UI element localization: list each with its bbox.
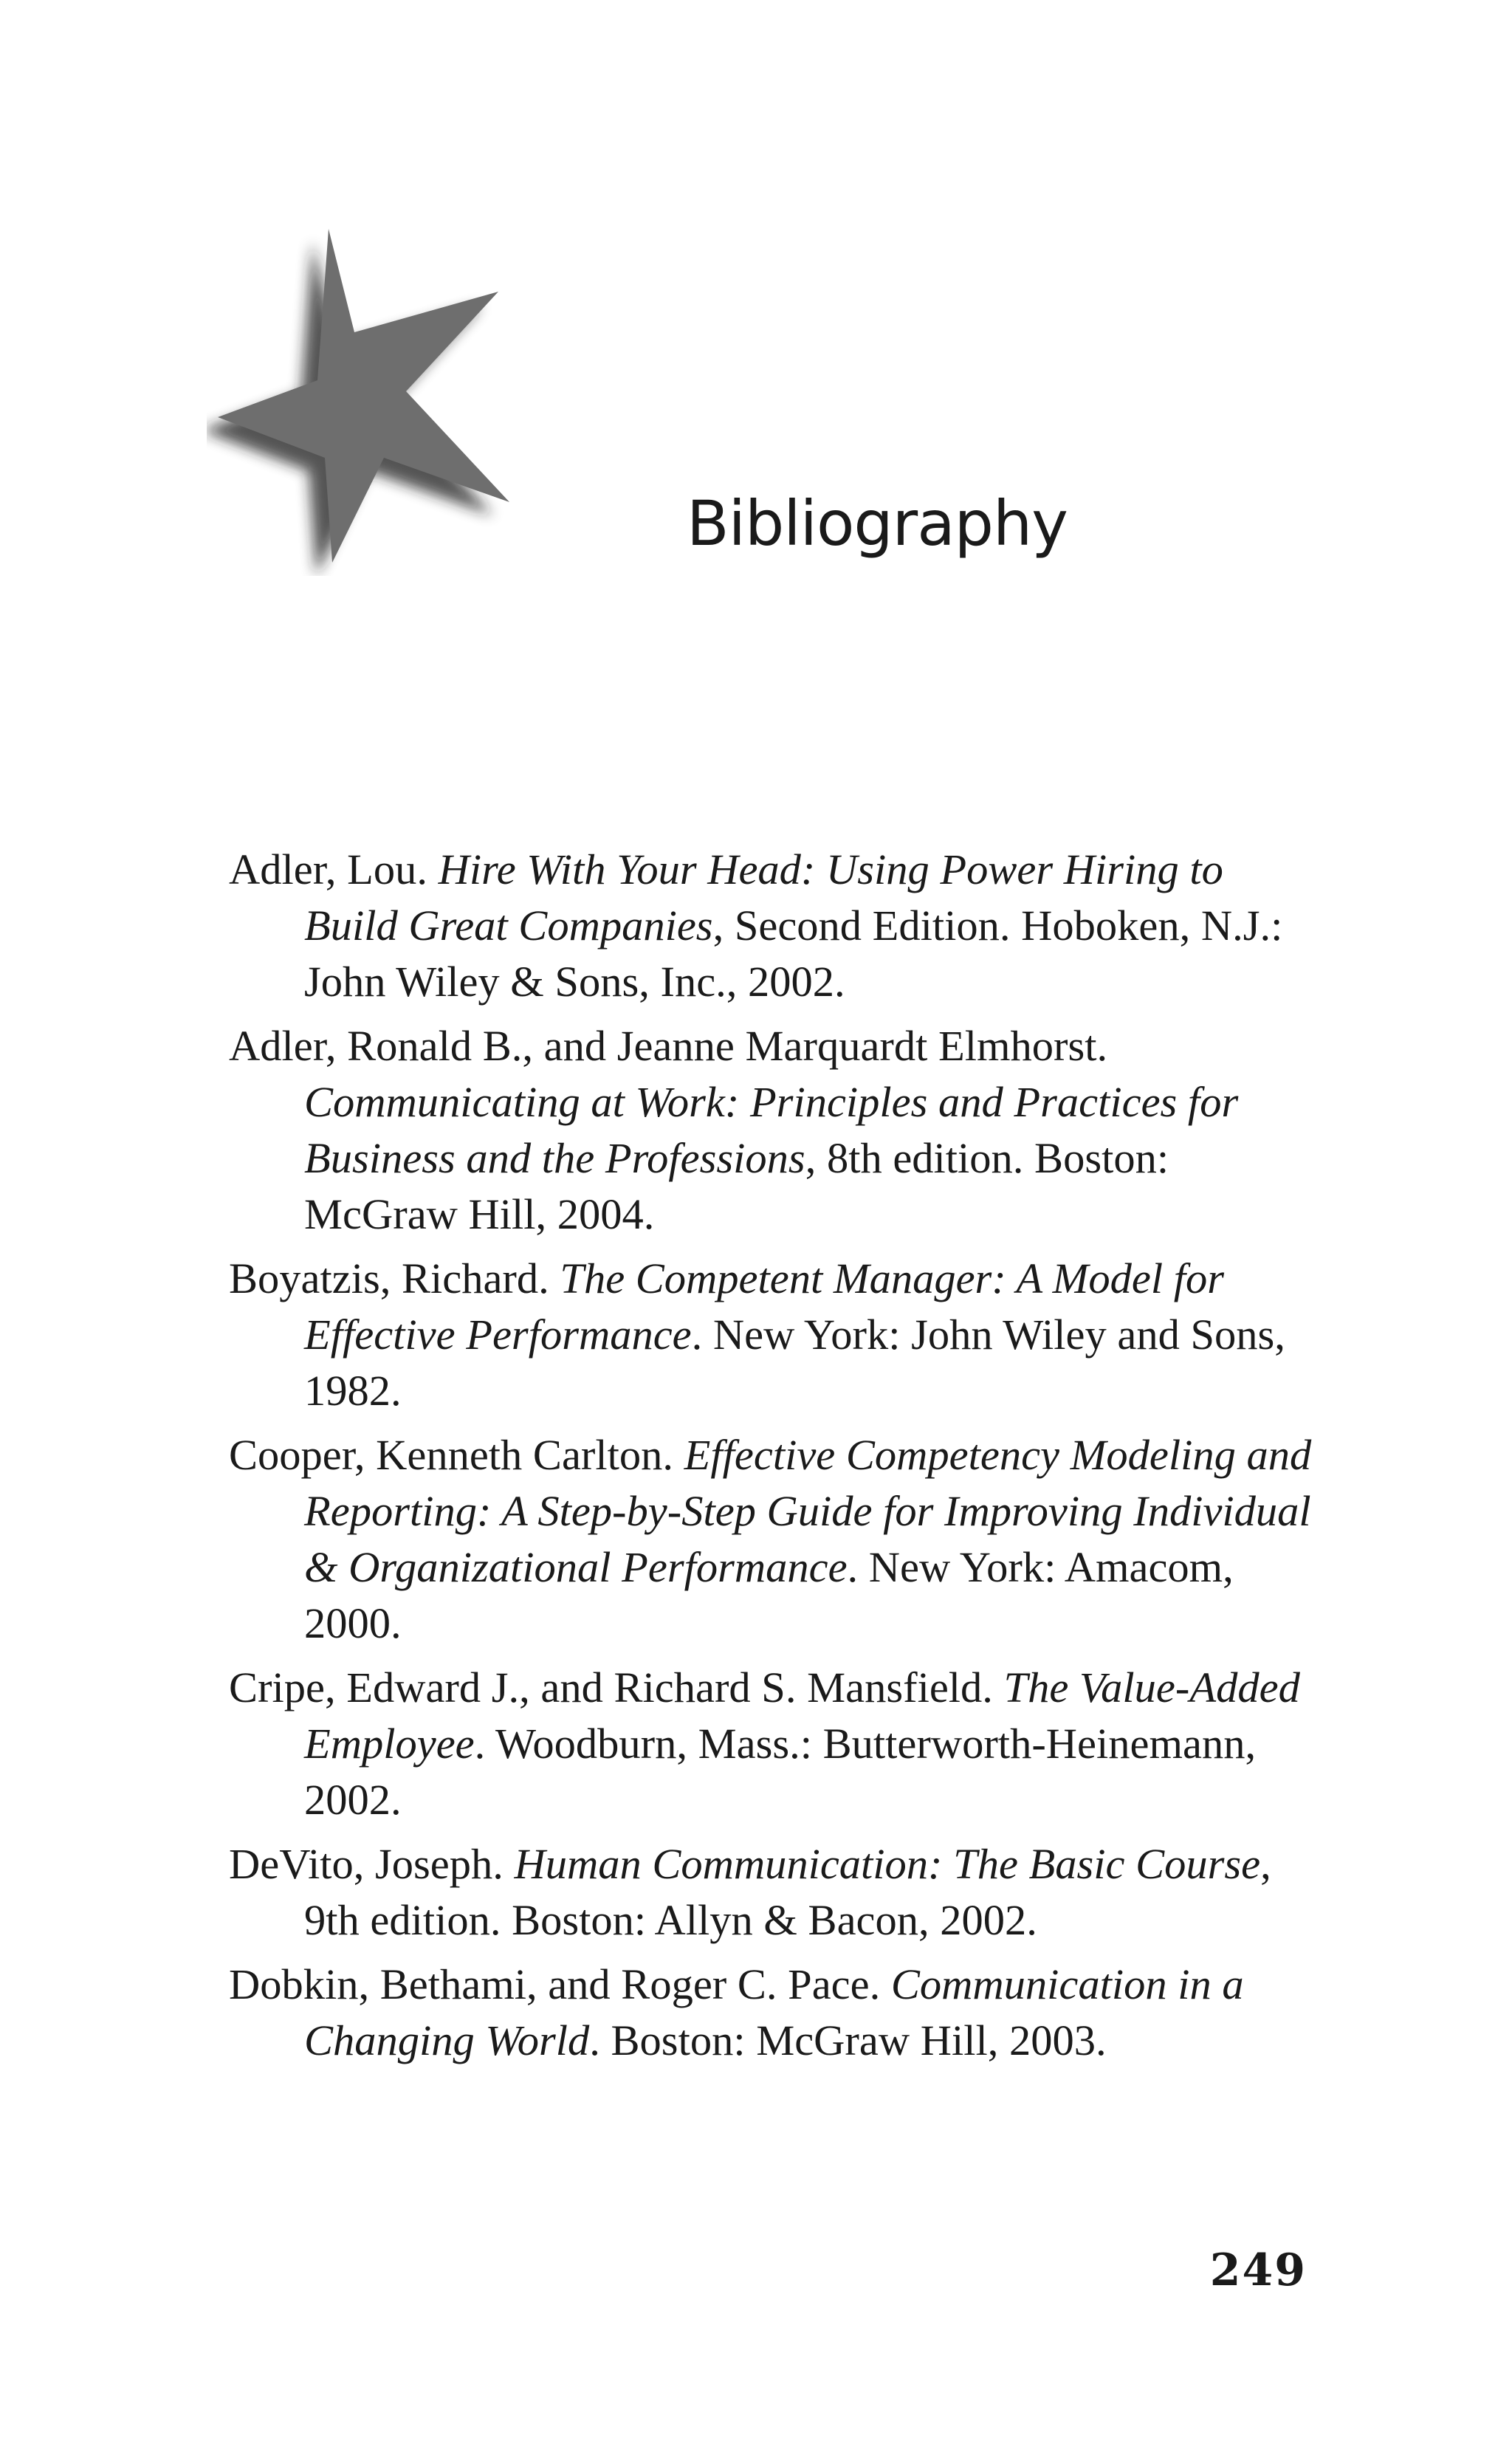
entry-author: Boyatzis, Richard.: [229, 1254, 560, 1302]
entry-author: Adler, Ronald B., and Jeanne Marquardt Elmhorst.: [229, 1022, 1108, 1070]
page-title: Bibliography: [687, 487, 1068, 560]
entry-publication: . Boston: McGraw Hill, 2003.: [589, 2016, 1107, 2064]
entry-publication: . New York: Amacom, 2000.: [304, 1543, 1234, 1647]
entry-author: DeVito, Joseph.: [229, 1840, 515, 1888]
entry-publication: . New York: John Wiley and Sons, 1982.: [304, 1311, 1285, 1415]
bibliography-entry: [229, 1427, 1314, 1652]
bibliography-list: [229, 842, 1314, 2077]
entry-author: Cooper, Kenneth Carlton.: [229, 1431, 684, 1479]
bibliography-entry: [229, 1018, 1314, 1243]
entry-publication: . Woodburn, Mass.: Butterworth-Heinemann, 2002.: [304, 1720, 1257, 1824]
entry-author: Adler, Lou.: [229, 845, 439, 893]
entry-title: The Competent Manager: A Model for Effective Performance: [304, 1254, 1225, 1359]
entry-publication: , 8th edition. Boston: McGraw Hill, 2004.: [304, 1134, 1169, 1238]
page-number: 249: [1209, 2245, 1307, 2296]
entry-author: Cripe, Edward J., and Richard S. Mansfield.: [229, 1663, 1004, 1711]
bibliography-entry: [229, 842, 1314, 1010]
entry-author: Dobkin, Bethami, and Roger C. Pace.: [229, 1960, 891, 2008]
bibliography-entry: [229, 1957, 1314, 2069]
star-icon: [207, 222, 532, 576]
entry-title: Hire With Your Head: Using Power Hiring to Build Great Companies: [304, 845, 1223, 950]
entry-title: Communicating at Work: Principles and Practices for Business and the Professions: [304, 1078, 1239, 1182]
entry-title: Communication in a Changing World: [304, 1960, 1244, 2064]
bibliography-entry: [229, 1836, 1314, 1948]
bibliography-entry: [229, 1251, 1314, 1419]
entry-title: Effective Competency Modeling and Reporting: A Step-by-Step Guide for Improving Individual & Organizational Performance: [304, 1431, 1312, 1591]
entry-publication: , Second Edition. Hoboken, N.J.: John Wiley & Sons, Inc., 2002.: [304, 902, 1283, 1006]
entry-title: The Value-Added Employee: [304, 1663, 1300, 1768]
entry-title: Human Communication: The Basic Course: [514, 1840, 1261, 1888]
entry-publication: , 9th edition. Boston: Allyn & Bacon, 2002.: [304, 1840, 1271, 1944]
bibliography-entry: [229, 1660, 1314, 1828]
